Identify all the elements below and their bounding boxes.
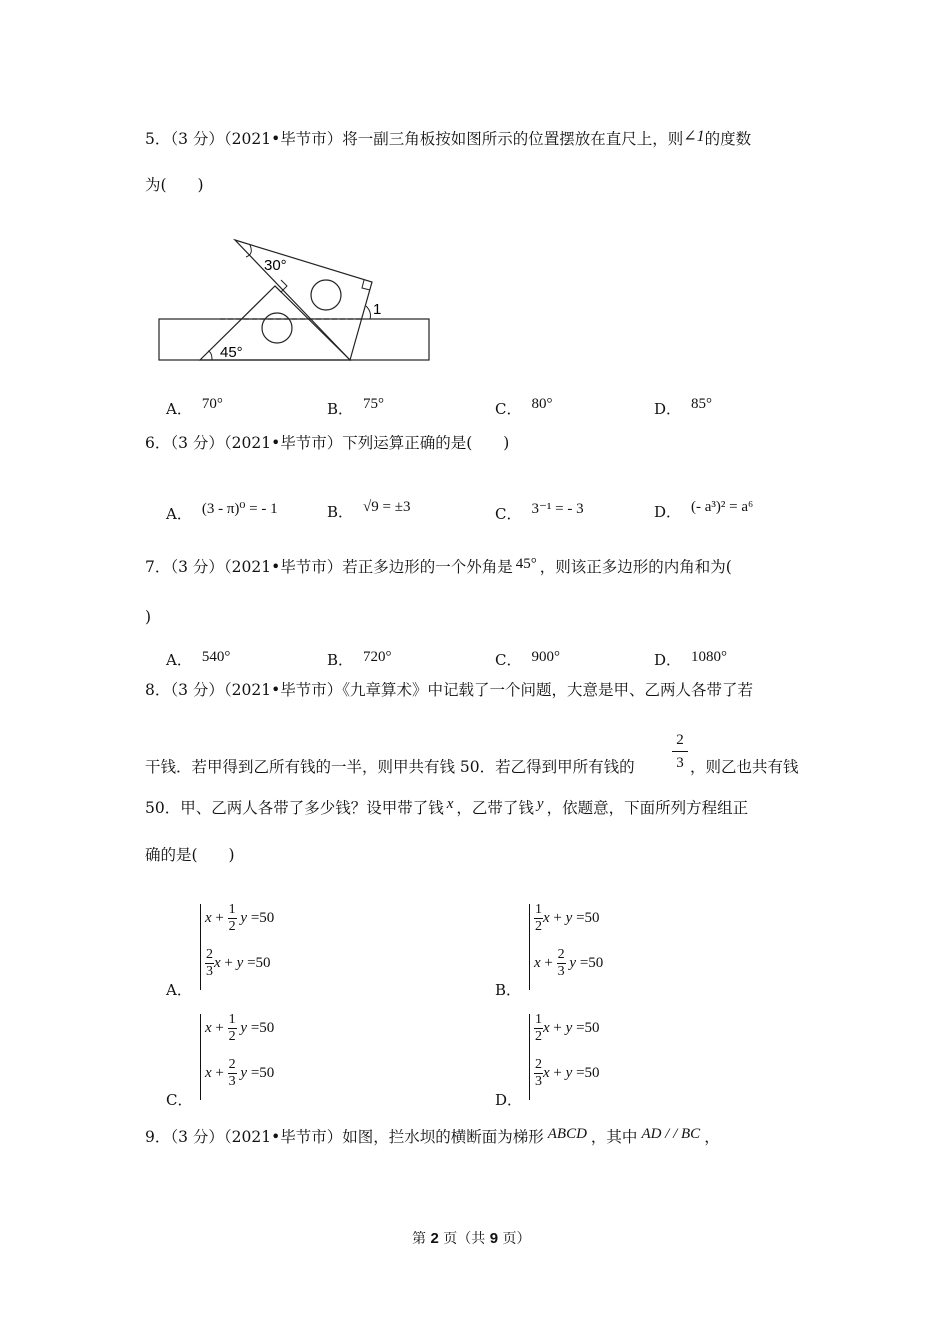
- q8-line2-end: ，则乙也共有钱: [690, 758, 799, 776]
- q8-option-a-label: A．: [166, 981, 192, 999]
- ruler-shape: [159, 319, 429, 360]
- q5-option-d: D． 85°: [654, 396, 713, 418]
- q7-line2: ): [145, 608, 152, 626]
- q9-line1: 9．（3 分）（2021•毕节市）如图，拦水坝的横断面为梯形 ABCD ，其中 AD / / BC ，: [145, 1126, 720, 1146]
- q7-line1: 7．（3 分）（2021•毕节市）若正多边形的一个外角是 45° ，则该正多边形的内角和为(: [145, 556, 732, 576]
- exterior-angle: 45°: [515, 556, 537, 572]
- q7-option-a: A． 540°: [166, 649, 231, 669]
- q6-option-a: A． (3 - π)⁰ = - 1: [166, 501, 278, 523]
- label-30: 30°: [264, 257, 287, 274]
- q8-line1: 8．（3 分）（2021•毕节市）《九章算术》中记载了一个问题，大意是甲、乙两人各带了若: [145, 681, 753, 699]
- page-footer: 第 2 页（共 9 页）: [412, 1230, 531, 1247]
- q6-line1: 6．（3 分）（2021•毕节市）下列运算正确的是( ): [145, 434, 510, 452]
- q5-option-b: B． 75°: [327, 396, 385, 418]
- angle-symbol: ∠1: [683, 128, 705, 145]
- q8-line3: 50．甲、乙两人各带了多少钱？设甲带了钱 x ，乙带了钱 y ，依题意，下面所列方程组正: [145, 796, 749, 817]
- q6-option-d: D． (- a³)² = a⁶: [654, 499, 754, 521]
- q8-line2: 干钱．若甲得到乙所有钱的一半，则甲共有钱 50．若乙得到甲所有钱的: [145, 758, 635, 776]
- q8-option-d-label: D．: [495, 1091, 523, 1109]
- triangle-30-60: [235, 240, 372, 360]
- q6-option-c: C． 3⁻¹ = - 3: [495, 501, 584, 523]
- q8-fraction: 2 3: [672, 731, 688, 772]
- q6-option-b: B． √9 = ±3: [327, 499, 411, 521]
- q8-option-c-label: C．: [166, 1091, 193, 1109]
- q7-option-b: B． 720°: [327, 649, 392, 669]
- q5-option-c: C． 80°: [495, 396, 553, 418]
- label-45: 45°: [220, 344, 243, 361]
- q7-option-c: C． 900°: [495, 649, 560, 669]
- label-angle-1: 1: [373, 301, 382, 318]
- q5-figure: [140, 230, 450, 370]
- q8-line4: 确的是( ): [145, 846, 235, 864]
- q5-line1: 5．（3 分）（2021•毕节市）将一副三角板按如图所示的位置摆放在直尺上，则∠1的度数: [145, 128, 752, 148]
- q5-line2: 为( ): [145, 176, 204, 194]
- q5-option-a: A． 70°: [166, 396, 223, 418]
- q8-option-b-label: B．: [495, 981, 522, 999]
- q7-option-d: D． 1080°: [654, 649, 728, 669]
